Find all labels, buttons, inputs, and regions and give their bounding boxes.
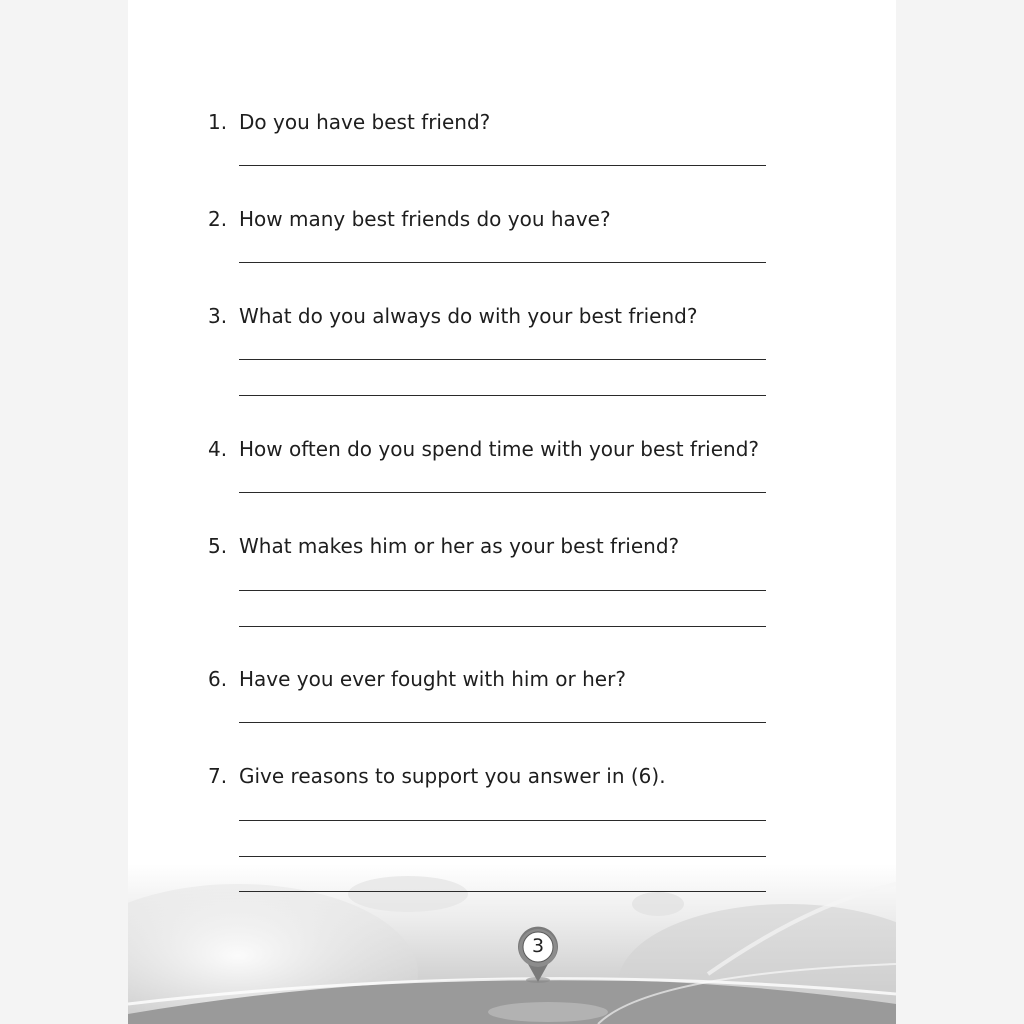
answer-line[interactable] [239, 590, 766, 591]
question-2 [208, 206, 768, 232]
question-5 [208, 533, 768, 559]
question-number: 5. [208, 534, 228, 558]
answer-line[interactable] [239, 626, 766, 627]
answer-line[interactable] [239, 165, 766, 166]
question-text: Do you have best friend? [239, 110, 491, 134]
question-number: 1. [208, 110, 228, 134]
question-4 [208, 436, 768, 462]
question-number: 7. [208, 764, 228, 788]
question-text: Give reasons to support you answer in (6). [239, 764, 666, 788]
question-text: What makes him or her as your best friend? [239, 534, 680, 558]
question-number: 4. [208, 437, 228, 461]
worksheet-page [128, 0, 896, 1024]
question-text: How often do you spend time with your best friend? [239, 437, 760, 461]
question-text: How many best friends do you have? [239, 207, 611, 231]
answer-line[interactable] [239, 722, 766, 723]
footer-decoration [128, 864, 896, 1024]
answer-line[interactable] [239, 820, 766, 821]
page-number-badge [514, 926, 562, 984]
answer-line[interactable] [239, 492, 766, 493]
question-7 [208, 763, 768, 789]
question-number: 3. [208, 304, 228, 328]
page-number: 3 [531, 935, 545, 957]
question-text: Have you ever fought with him or her? [239, 667, 626, 691]
answer-line[interactable] [239, 395, 766, 396]
question-number: 2. [208, 207, 228, 231]
answer-line[interactable] [239, 359, 766, 360]
question-text: What do you always do with your best friend? [239, 304, 698, 328]
question-1 [208, 109, 768, 135]
answer-line[interactable] [239, 262, 766, 263]
question-3 [208, 303, 768, 329]
answer-line[interactable] [239, 856, 766, 857]
answer-line[interactable] [239, 891, 766, 892]
question-6 [208, 666, 768, 692]
question-number: 6. [208, 667, 228, 691]
